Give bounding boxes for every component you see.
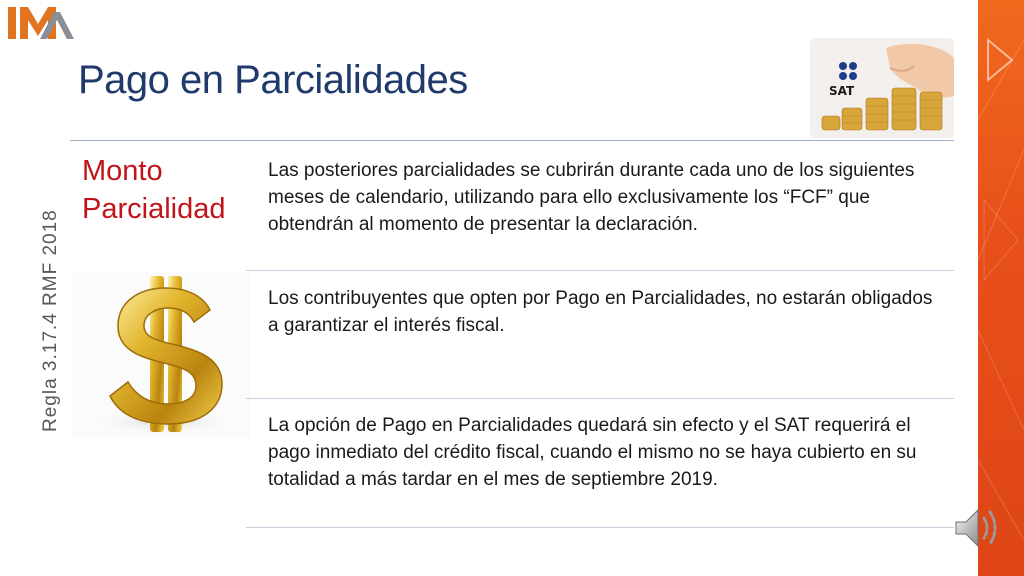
paragraph-2: Los contribuyentes que opten por Pago en Parcialidades, no estarán obligados a garantizar el interés fiscal. — [268, 288, 933, 336]
row-divider — [246, 398, 954, 399]
slide-title: Pago en Parcialidades — [78, 58, 468, 102]
row-divider — [246, 527, 954, 528]
paragraph-3: La opción de Pago en Parcialidades quedará sin efecto y el SAT requerirá el pago inmediato del crédito fiscal, cuando el mismo no se haya cubierto en su totalidad a más tardar en el mes de septiembre 2019. — [268, 415, 917, 490]
brand-logo — [6, 4, 76, 42]
section-heading-line-1: Monto — [82, 155, 163, 187]
paragraph-1: Las posteriores parcialidades se cubrirán durante cada uno de los siguientes meses de calendario, utilizando para ello exclusivamente los “FCF” que obtendrán al momento de presentar la declaración. — [268, 160, 915, 235]
play-arrow-icon[interactable] — [982, 34, 1018, 86]
sat-logo-text: SAT — [829, 84, 855, 98]
section-heading-line-2: Parcialidad — [82, 193, 226, 225]
gold-dollar-image — [72, 272, 250, 438]
accent-side-band — [978, 0, 1024, 576]
rule-reference-label: Regla 3.17.4 RMF 2018 — [40, 209, 61, 432]
speaker-icon[interactable] — [952, 500, 1008, 556]
section-heading — [82, 152, 225, 228]
row-divider — [246, 270, 954, 271]
title-divider — [70, 140, 954, 141]
